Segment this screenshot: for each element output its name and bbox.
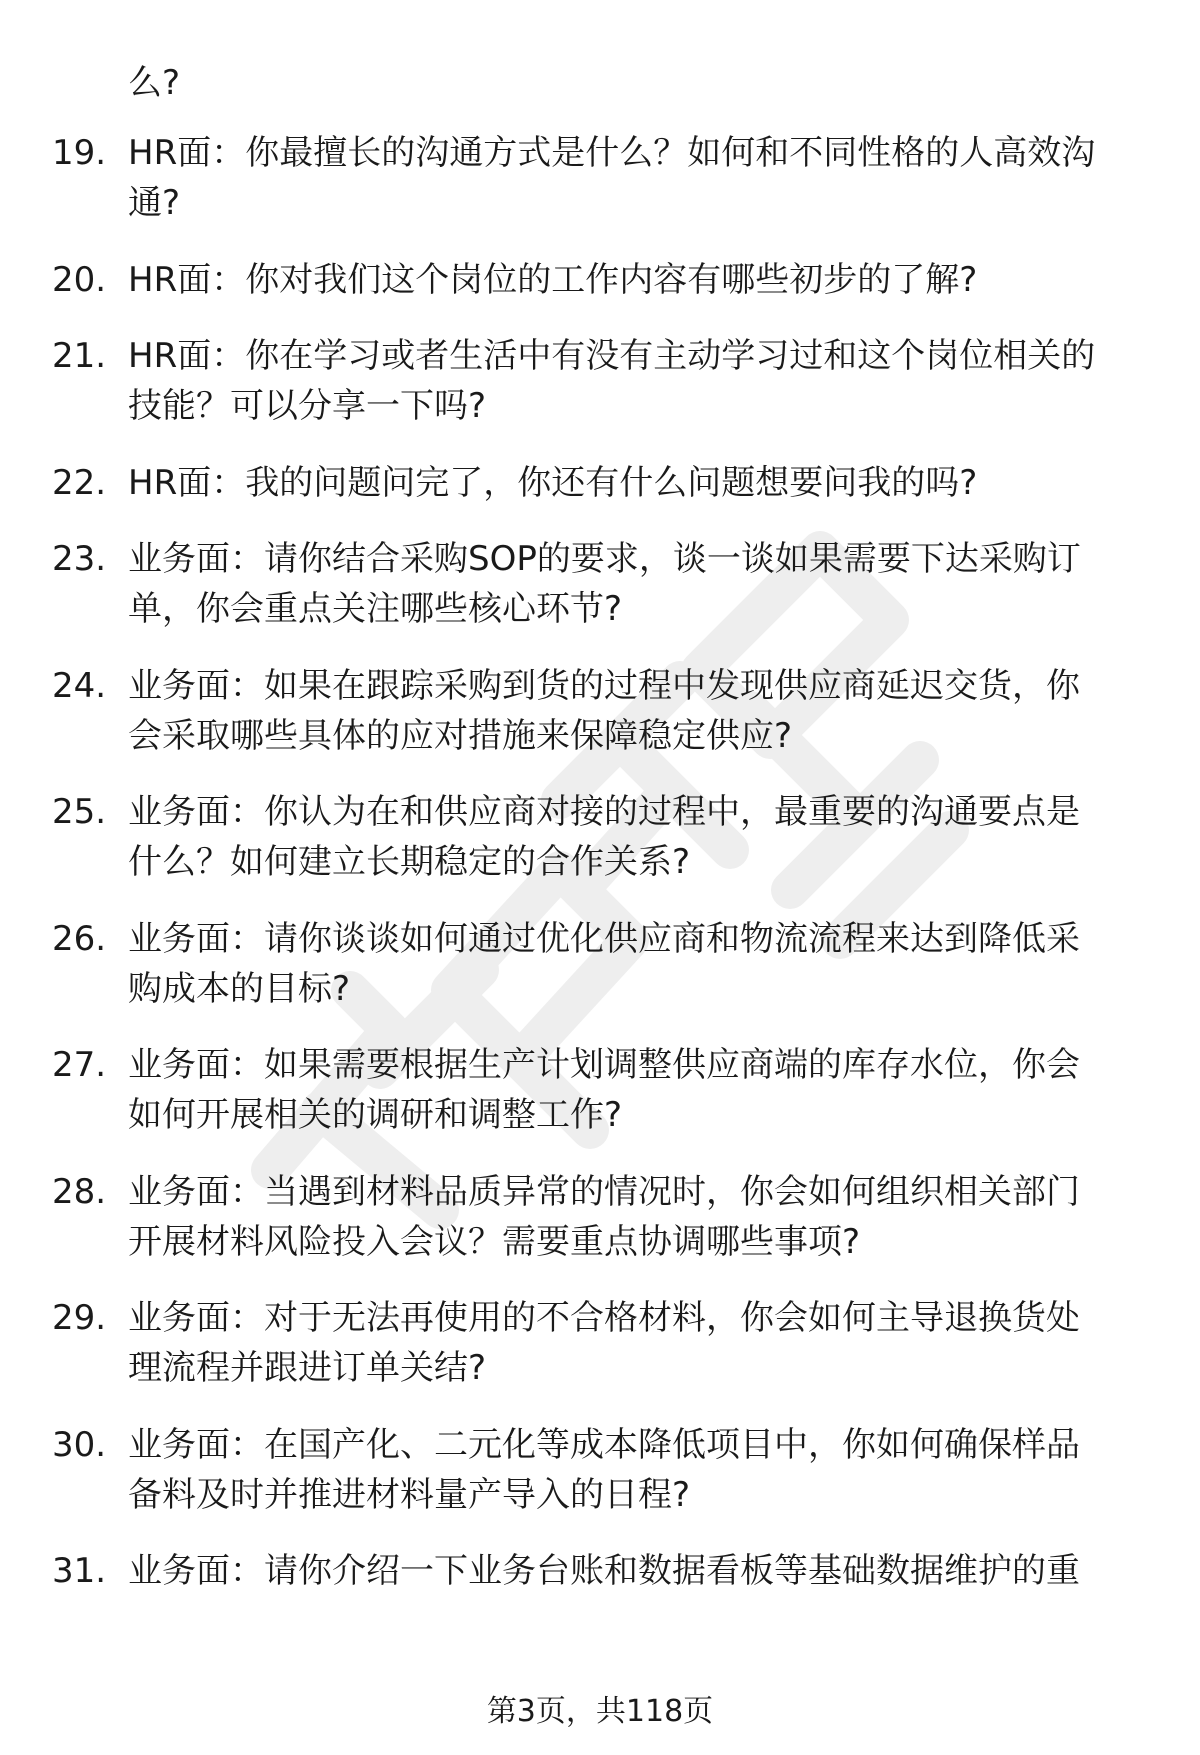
question-item-30 <box>0 1420 1200 1520</box>
question-text-line: 业务面：在国产化、二元化等成本降低项目中，你如何确保样品 <box>128 1424 1080 1465</box>
question-text-line: HR面：我的问题问完了，你还有什么问题想要问我的吗? <box>128 462 978 503</box>
question-item-31 <box>0 1546 1200 1596</box>
question-text-line: 业务面：请你介绍一下业务台账和数据看板等基础数据维护的重 <box>128 1551 1080 1591</box>
question-number: 21. <box>52 336 107 376</box>
question-text-line: 业务面：请你结合采购SOP的要求，谈一谈如果需要下达采购订 <box>128 539 1081 579</box>
question-text-line: 业务面：当遇到材料品质异常的情况时，你会如何组织相关部门 <box>128 1171 1080 1212</box>
question-number: 26. <box>52 918 107 959</box>
continuation-text: 么? <box>128 63 181 103</box>
question-item-21 <box>0 331 1200 431</box>
question-text-line: 购成本的目标? <box>128 968 351 1009</box>
question-text-line: 什么？如何建立长期稳定的合作关系? <box>128 842 691 882</box>
question-number: 25. <box>52 792 107 832</box>
question-item-23 <box>0 534 1200 634</box>
question-text-line: 开展材料风险投入会议？需要重点协调哪些事项? <box>128 1221 861 1262</box>
question-text-line: 单，你会重点关注哪些核心环节? <box>128 589 623 629</box>
question-item-29 <box>0 1293 1200 1393</box>
question-text-line: 技能？可以分享一下吗? <box>128 386 487 426</box>
question-text-line: 会采取哪些具体的应对措施来保障稳定供应? <box>128 715 793 756</box>
question-item-27 <box>0 1040 1200 1140</box>
question-text-line: 如何开展相关的调研和调整工作? <box>128 1095 623 1135</box>
question-number: 29. <box>52 1298 107 1338</box>
question-number: 31. <box>52 1551 107 1591</box>
question-item-19 <box>0 128 1200 228</box>
question-list <box>0 128 1200 1623</box>
question-item-28 <box>0 1167 1200 1267</box>
question-item-25 <box>0 787 1200 887</box>
question-item-24 <box>0 661 1200 761</box>
question-number: 27. <box>52 1045 107 1085</box>
question-number: 20. <box>52 259 107 300</box>
question-text-line: 业务面：你认为在和供应商对接的过程中，最重要的沟通要点是 <box>128 792 1080 832</box>
question-number: 22. <box>52 462 107 503</box>
question-text-line: 业务面：请你谈谈如何通过优化供应商和物流流程来达到降低采 <box>128 918 1080 959</box>
question-item-26 <box>0 914 1200 1014</box>
question-text-line: 业务面：如果需要根据生产计划调整供应商端的库存水位，你会 <box>128 1045 1080 1085</box>
question-text-line: 业务面：如果在跟踪采购到货的过程中发现供应商延迟交货，你 <box>128 665 1080 706</box>
question-text-line: 通? <box>128 183 181 223</box>
question-number: 30. <box>52 1424 107 1465</box>
question-text-line: 业务面：对于无法再使用的不合格材料，你会如何主导退换货处 <box>128 1298 1080 1338</box>
page-footer: 第3页，共118页 <box>486 1694 714 1729</box>
question-text-line: 备料及时并推进材料量产导入的日程? <box>128 1474 691 1515</box>
question-text-line: HR面：你在学习或者生活中有没有主动学习过和这个岗位相关的 <box>128 336 1096 376</box>
question-number: 24. <box>52 665 107 706</box>
question-number: 19. <box>52 133 107 173</box>
question-text-line: 理流程并跟进订单关结? <box>128 1348 487 1388</box>
question-number: 23. <box>52 539 107 579</box>
question-text-line: HR面：你最擅长的沟通方式是什么？如何和不同性格的人高效沟 <box>128 133 1096 173</box>
question-item-20 <box>0 255 1200 305</box>
question-item-22 <box>0 458 1200 508</box>
question-number: 28. <box>52 1171 107 1212</box>
question-text-line: HR面：你对我们这个岗位的工作内容有哪些初步的了解? <box>128 259 978 300</box>
